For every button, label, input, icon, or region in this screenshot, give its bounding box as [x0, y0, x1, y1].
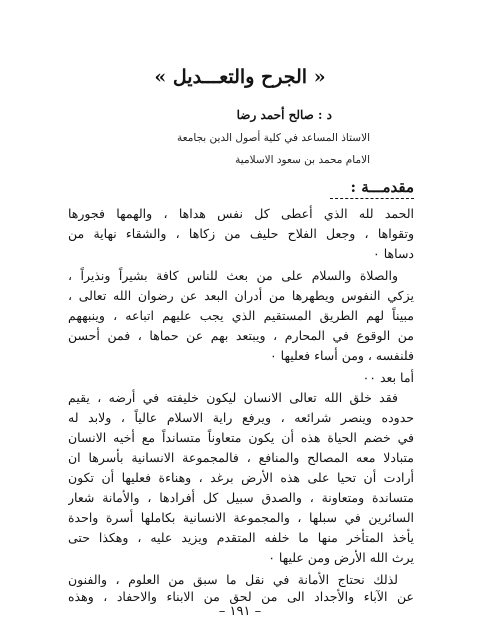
- body-line: والصلاة والسلام على من بعث للناس كافة بشيراً ونذيراً ،: [68, 268, 398, 283]
- body-line: يزكي النفوس ويطهرها من أدران البعد عن رضوان الله تعالى ،: [68, 288, 414, 303]
- body-line: مبيناً لهم الطريق المستقيم الذي يجب عليهم اتباعه ، وينبههم: [68, 308, 414, 323]
- body-line: فلنفسه ، ومن أساء فعليها ٠: [269, 348, 414, 363]
- body-line: أما بعد ٠٠: [362, 370, 414, 385]
- heading-underline: [330, 198, 414, 199]
- body-line: دساها ٠: [373, 246, 414, 261]
- body-line: متساندة ومتعاونة ، والصدق سبيل كل أفرادها ، والأمانة شعار: [68, 490, 414, 505]
- body-line: عن الآباء والأجداد الى من لحق من الابناء والاحفاد ، وهذه: [68, 589, 414, 604]
- article-title: « الجرح والتعـــديل »: [154, 66, 326, 88]
- body-line: يرث الله الأرض ومن عليها ٠: [268, 550, 414, 565]
- author-affiliation-line: الامام محمد بن سعود الاسلامية: [235, 154, 370, 166]
- page-number: – ١٩١ –: [218, 604, 262, 619]
- author-affiliation-line: الاستاذ المساعد في كلية أصول الدين بجامعة: [177, 132, 370, 144]
- body-line: وتقواها ، وجعل الفلاح حليف من زكاها ، والشقاء نهاية من: [68, 226, 414, 241]
- body-line: يأخذ المتأخر منها ما خلفه المتقدم ويزيد عليه ، وهكذا حتى: [68, 530, 414, 545]
- body-line: من الوقوع في المحارم ، ويبتعد بهم عن حماها ، فمن أحسن: [68, 328, 414, 343]
- section-heading: مقدمـــة :: [350, 178, 414, 196]
- body-line: لذلك نحتاج الأمانة في نقل ما سبق من العلوم ، والفنون: [68, 572, 398, 587]
- body-line: متبادلا معه المصالح والمنافع ، فالمجموعة الانسانية بأسرها ان: [68, 450, 414, 465]
- body-line: فقد خلق الله تعالى الانسان ليكون خليفته في أرضه ، يقيم: [68, 390, 398, 405]
- body-line: في خضم الحياة هذه أن يكون متعاوناً متسانداً مع أخيه الانسان: [68, 430, 414, 445]
- body-line: الحمد لله الذي أعطى كل نفس هداها ، والهمها فجورها: [68, 206, 414, 221]
- body-line: حدوده وينصر شرائعه ، ويرفع راية الاسلام عالياً ، ولابد له: [68, 410, 414, 425]
- body-line: السائرين في سبلها ، والمجموعة الانسانية بكاملها أسرة واحدة: [68, 510, 414, 525]
- author-name: د : صالح أحمد رضا: [236, 108, 332, 122]
- body-line: أرادت أن تحيا على هذه الأرض برغد ، وهناءة فعليها أن تكون: [68, 470, 414, 485]
